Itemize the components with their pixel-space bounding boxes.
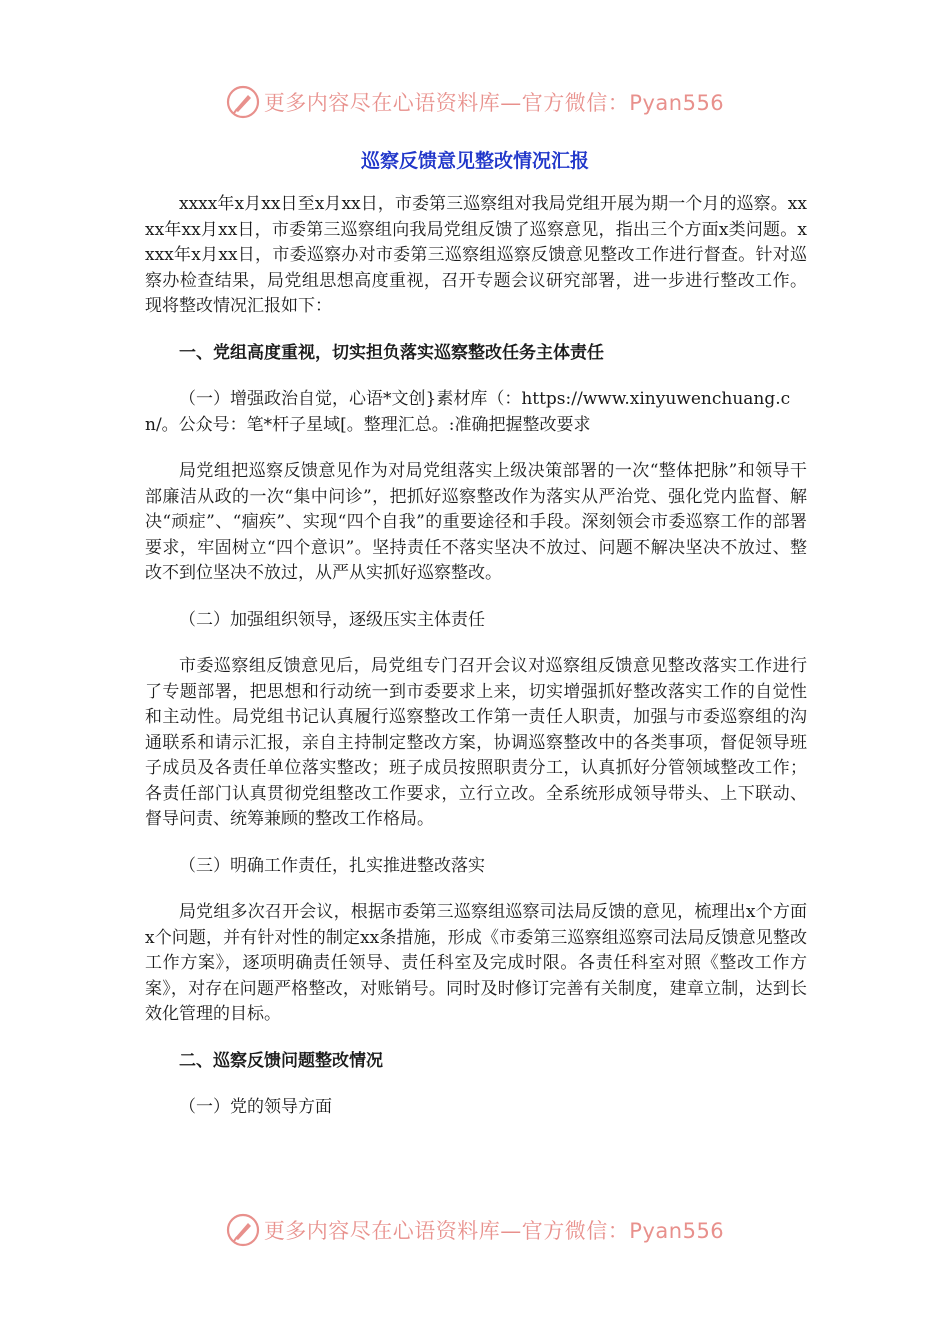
section1-paragraph-2: 市委巡察组反馈意见后，局党组专门召开会议对巡察组反馈意见整改落实工作进行了专题部署，把思想和行动统一到市委要求上来，切实增强抓好整改落实工作的自觉性和主动性。局党组书记认真履行巡察整改工作第一责任人职责，加强与市委巡察组的沟通联系和请示汇报，亲自主持制定整改方案，协调巡察整改中的各类事项，督促领导班子成员及各责任单位落实整改；班子成员按照职责分工，认真抓好分管领域整改工作；各责任部门认真贯彻党组整改工作要求，立行立改。全系统形成领导带头、上下联动、督导问责、统筹兼顾的整改工作格局。 [145,656,807,829]
document-title: 巡察反馈意见整改情况汇报 [360,150,589,172]
section1-subheading-1: （一）增强政治自觉，心语*文创}素材库（：https://www.xinyuwenchuang.cn/。公众号：笔*杆子星域[。整理汇总。:准确把握整改要求 [145,389,791,435]
section1-subheading-2: （二）加强组织领导，逐级压实主体责任 [179,609,485,630]
section1-subheading-3: （三）明确工作责任，扎实推进整改落实 [179,855,485,876]
top-watermark-banner [0,82,950,122]
section2-heading: 二、巡察反馈问题整改情况 [179,1050,383,1071]
section1-paragraph-1: 局党组把巡察反馈意见作为对局党组落实上级决策部署的一次“整体把脉”和领导干部廉洁从政的一次“集中问诊”，把抓好巡察整改作为落实从严治党、强化党内监督、解决“顽症”、“痼疾”、实现“四个自我”的重要途径和手段。深刻领会市委巡察工作的部署要求，牢固树立“四个意识”。坚持责任不落实坚决不放过、问题不解决坚决不放过、整改不到位坚决不放过，从严从实抓好巡察整改。 [145,461,807,583]
document-body [145,192,807,1121]
watermark-text: 更多内容尽在心语资料库—官方微信：Pyan556 [263,91,725,115]
intro-paragraph: xxxx年x月xx日至x月xx日，市委第三巡察组对我局党组开展为期一个月的巡察。xxxx年xx月xx日，市委第三巡察组向我局党组反馈了巡察意见，指出三个方面x类问题。xxxx年x月xx日，市委巡察办对市委第三巡察组巡察反馈意见整改工作进行督查。针对巡察办检查结果，局党组思想高度重视，召开专题会议研究部署，进一步进行整改工作。现将整改情况汇报如下： [145,194,807,316]
watermark-text: 更多内容尽在心语资料库—官方微信：Pyan556 [263,1219,725,1243]
quill-logo-icon [226,85,260,119]
section1-paragraph-3: 局党组多次召开会议，根据市委第三巡察组巡察司法局反馈的意见，梳理出x个方面x个问题，并有针对性的制定xx条措施，形成《市委第三巡察组巡察司法局反馈意见整改工作方案》，逐项明确责任领导、责任科室及完成时限。各责任科室对照《整改工作方案》，对存在问题严格整改，对账销号。同时及时修订完善有关制度，建章立制，达到长效化管理的目标。 [145,902,807,1024]
bottom-watermark-banner [0,1210,950,1250]
section2-subheading-1: （一）党的领导方面 [179,1097,332,1117]
section1-heading: 一、党组高度重视，切实担负落实巡察整改任务主体责任 [179,342,604,363]
quill-logo-icon [226,1213,260,1247]
